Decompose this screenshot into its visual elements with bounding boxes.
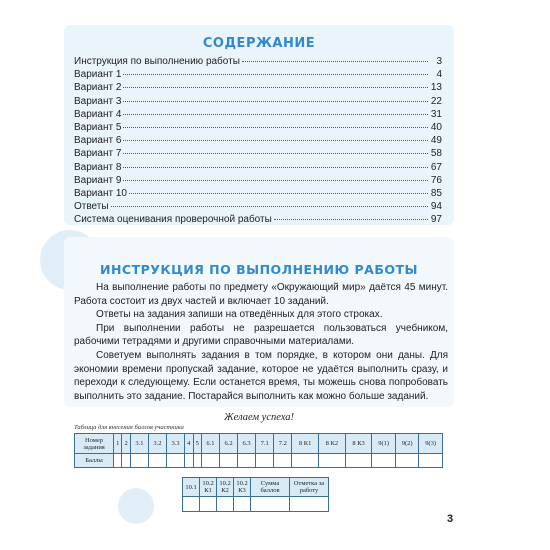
score-input-cell[interactable] xyxy=(114,454,122,468)
dot-leader xyxy=(111,206,428,207)
good-luck-text: Желаем успеха! xyxy=(223,412,295,423)
decorative-circle xyxy=(118,488,154,524)
contents-entry-page: 97 xyxy=(430,214,442,226)
contents-entry-label: Система оценивания проверочной работы xyxy=(74,214,272,226)
task-number-cell: 7.1 xyxy=(256,434,274,454)
contents-entry-label: Вариант 5 xyxy=(74,121,122,133)
score-input-cell[interactable] xyxy=(238,454,256,468)
score-input-cell[interactable] xyxy=(251,497,290,512)
score-input-cell[interactable] xyxy=(234,497,251,512)
instruction-paragraph: Советуем выполнять задания в том порядке, в котором они даны. Для экономии времени пропускай задание, которое не удаётся выполнить сразу, и переходи к следующему. Если останется время, ты можешь снова попробовать выполнить это задание. Постарайся выполнить как можно больше заданий. xyxy=(74,349,448,402)
contents-title: СОДЕРЖАНИЕ xyxy=(202,36,316,51)
task-number-cell: 10.1 xyxy=(183,478,200,497)
dot-leader xyxy=(123,127,428,128)
contents-entry-label: Вариант 7 xyxy=(74,148,122,160)
contents-entry xyxy=(74,147,442,160)
score-input-cell[interactable] xyxy=(220,454,238,468)
score-input-cell[interactable] xyxy=(345,454,372,468)
contents-entry xyxy=(74,134,442,147)
contents-entry-label: Инструкция по выполнению работы xyxy=(74,56,240,67)
contents-entry-page: 22 xyxy=(430,95,442,107)
task-number-cell: 6.1 xyxy=(201,434,219,454)
contents-entry xyxy=(74,81,442,94)
contents-entry xyxy=(74,213,442,226)
instruction-title: ИНСТРУКЦИЯ ПО ВЫПОЛНЕНИЮ РАБОТЫ xyxy=(100,262,418,277)
task-number-cell: Отметка за работу xyxy=(290,478,329,497)
contents-entry xyxy=(74,187,442,200)
dot-leader xyxy=(123,74,428,75)
task-number-label: Номер задания xyxy=(75,434,114,454)
task-number-cell: 7.2 xyxy=(274,434,292,454)
contents-entry-label: Вариант 4 xyxy=(74,108,122,120)
dot-leader xyxy=(129,193,428,194)
score-input-cell[interactable] xyxy=(193,454,201,468)
contents-entry-page: 58 xyxy=(430,148,442,160)
task-number-cell: 6.2 xyxy=(220,434,238,454)
contents-entry-page: 31 xyxy=(430,108,442,120)
contents-entry xyxy=(74,55,442,68)
task-number-cell: 9(1) xyxy=(372,434,395,454)
contents-entry xyxy=(74,68,442,81)
contents-entry-page: 76 xyxy=(430,174,442,186)
score-input-cell[interactable] xyxy=(185,454,193,468)
score-input-cell[interactable] xyxy=(167,454,185,468)
instruction-paragraph: При выполнении работы не разрешается пользоваться учебником, рабочими тетрадями и другими справочными материалами. xyxy=(74,322,448,348)
scores-label: Баллы xyxy=(75,454,114,468)
contents-entry xyxy=(74,200,442,213)
contents-entry-label: Вариант 3 xyxy=(74,95,122,107)
instruction-paragraph: Ответы на задания запиши на отведённых для этого строках. xyxy=(96,309,383,321)
dot-leader xyxy=(242,61,428,62)
contents-entry-page: 13 xyxy=(430,82,442,94)
contents-entry xyxy=(74,121,442,134)
score-input-cell[interactable] xyxy=(290,497,329,512)
contents-entry-page: 49 xyxy=(430,135,442,147)
dot-leader xyxy=(123,153,428,154)
contents-entry-page: 67 xyxy=(430,161,442,173)
task-number-cell: 3.2 xyxy=(148,434,166,454)
score-input-cell[interactable] xyxy=(183,497,200,512)
task-number-cell: 10.2 К3 xyxy=(234,478,251,497)
dot-leader xyxy=(123,114,428,115)
task-number-cell: 8 К3 xyxy=(345,434,372,454)
task-number-cell: Сумма баллов xyxy=(251,478,290,497)
task-number-cell: 9(3) xyxy=(419,434,443,454)
task-number-cell: 4 xyxy=(185,434,193,454)
dot-leader xyxy=(123,180,428,181)
scores-table xyxy=(74,433,443,468)
task-number-cell: 9(2) xyxy=(395,434,418,454)
task-number-cell: 3.3 xyxy=(167,434,185,454)
task-number-cell: 10.2 К1 xyxy=(200,478,217,497)
page-number: 3 xyxy=(447,513,454,525)
dot-leader xyxy=(123,87,428,88)
contents-list xyxy=(74,55,442,226)
contents-entry-label: Ответы xyxy=(74,201,109,213)
task-number-cell: 10.2 К2 xyxy=(217,478,234,497)
contents-entry-page: 94 xyxy=(430,201,442,213)
score-input-cell[interactable] xyxy=(319,454,346,468)
task-number-cell: 2 xyxy=(122,434,130,454)
score-input-cell[interactable] xyxy=(419,454,443,468)
instruction-text xyxy=(74,281,448,403)
score-input-cell[interactable] xyxy=(200,497,217,512)
score-input-cell[interactable] xyxy=(148,454,166,468)
contents-entry-page: 4 xyxy=(436,69,442,81)
instruction-paragraph: На выполнение работы по предмету «Окружающий мир» даётся 45 минут. Работа состоит из двух частей и включает 10 заданий. xyxy=(74,282,448,307)
contents-entry xyxy=(74,95,442,108)
contents-entry xyxy=(74,108,442,121)
score-input-cell[interactable] xyxy=(395,454,418,468)
score-input-cell[interactable] xyxy=(256,454,274,468)
contents-entry xyxy=(74,161,442,174)
dot-leader xyxy=(123,101,428,102)
contents-entry-page: 85 xyxy=(430,187,442,199)
contents-entry xyxy=(74,174,442,187)
task-number-cell: 8 К1 xyxy=(292,434,319,454)
scores-table-2 xyxy=(182,477,329,512)
contents-entry-label: Вариант 10 xyxy=(74,187,127,199)
dot-leader xyxy=(123,167,428,168)
task-number-cell: 3.1 xyxy=(130,434,148,454)
dot-leader xyxy=(274,219,428,220)
contents-entry-label: Вариант 1 xyxy=(74,69,122,81)
contents-entry-label: Вариант 6 xyxy=(74,135,122,147)
score-input-cell[interactable] xyxy=(274,454,292,468)
contents-entry-page: 3 xyxy=(436,56,442,67)
contents-entry-label: Вариант 9 xyxy=(74,174,122,186)
task-number-cell: 1 xyxy=(114,434,122,454)
scores-table-caption: Таблица для внесения баллов участника xyxy=(74,424,184,431)
dot-leader xyxy=(123,140,428,141)
contents-entry-label: Вариант 2 xyxy=(74,82,122,94)
task-number-cell: 5 xyxy=(193,434,201,454)
score-input-cell[interactable] xyxy=(130,454,148,468)
score-input-cell[interactable] xyxy=(122,454,130,468)
task-number-cell: 6.3 xyxy=(238,434,256,454)
contents-entry-label: Вариант 8 xyxy=(74,161,122,173)
score-input-cell[interactable] xyxy=(292,454,319,468)
task-number-cell: 8 К2 xyxy=(319,434,346,454)
score-input-cell[interactable] xyxy=(372,454,395,468)
score-input-cell[interactable] xyxy=(217,497,234,512)
score-input-cell[interactable] xyxy=(201,454,219,468)
contents-entry-page: 40 xyxy=(430,121,442,133)
